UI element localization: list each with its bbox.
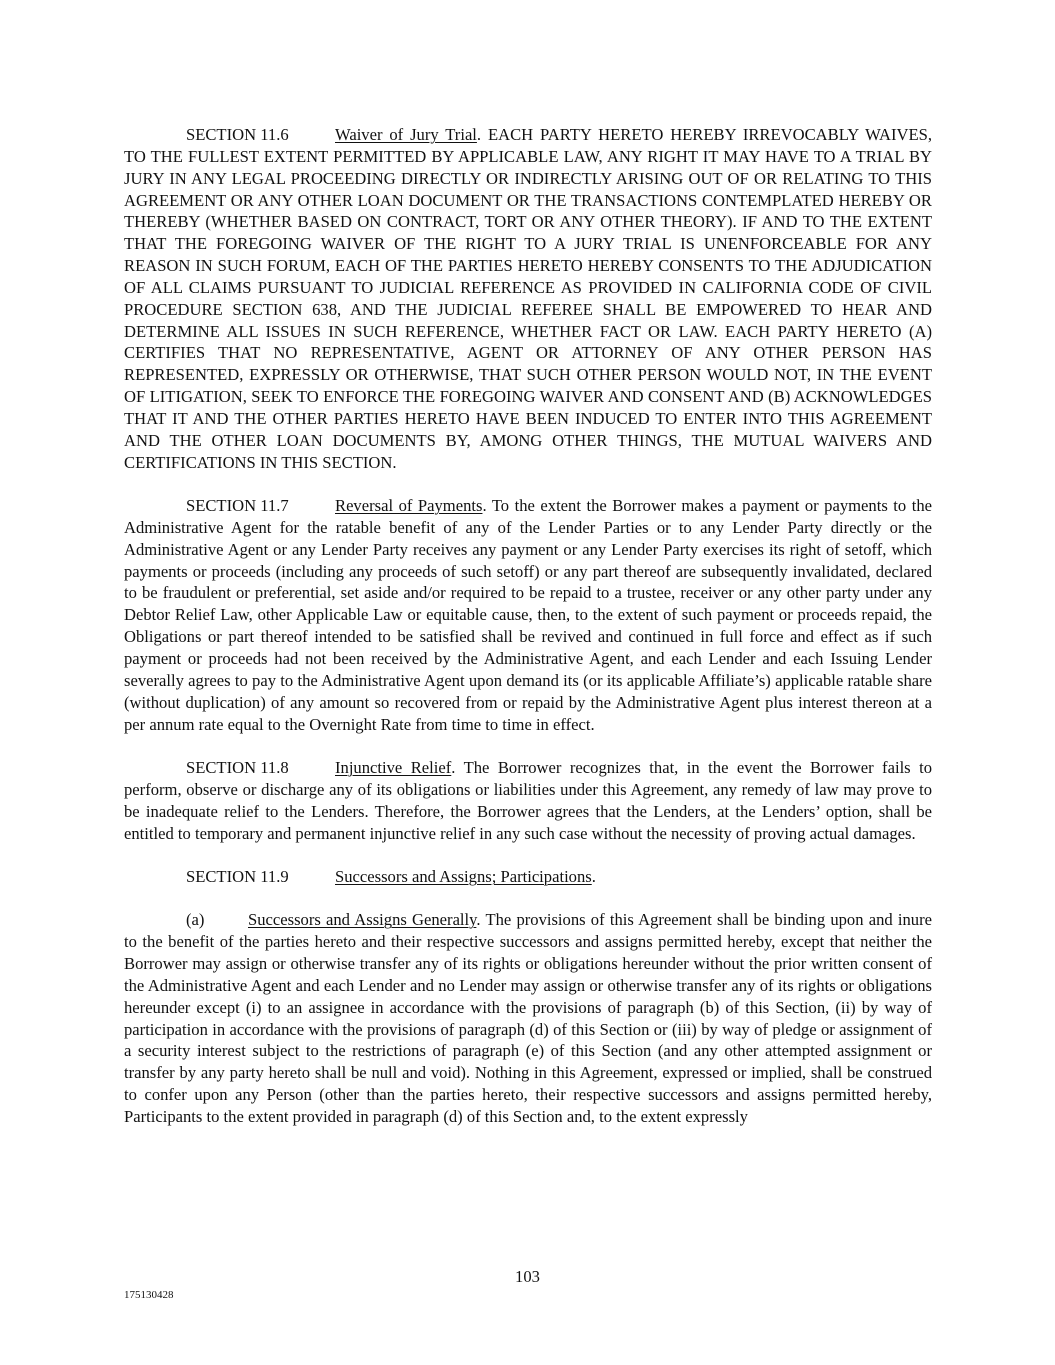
section-11-8-title: Injunctive Relief <box>335 757 452 777</box>
section-11-9-number: SECTION 11.9 <box>186 866 289 886</box>
section-11-8-number: SECTION 11.8 <box>186 757 289 777</box>
section-11-7-title: Reversal of Payments <box>335 496 483 516</box>
section-11-6-text: . EACH PARTY HERETO HEREBY IRREVOCABLY WAIVES, TO THE FULLEST EXTENT PERMITTED BY APPLICABLE LAW, ANY RIGHT IT MAY HAVE TO A TRIAL BY JURY IN ANY LEGAL PROCEEDING DIRECTLY OR INDIRECTLY ARISING OUT OF OR RELATING TO THIS AGREEMENT OR ANY OTHER LOAN DOCUMENT OR THE TRANSACTIONS CONTEMPLATED HEREBY OR THEREBY (WHETHER BASED ON CONTRACT, TORT OR ANY OTHER THEORY). IF AND TO THE EXTENT THAT THE FOREGOING WAIVER OF THE RIGHT TO A JURY TRIAL IS UNENFORCEABLE FOR ANY REASON IN SUCH FORUM, EACH OF THE PARTIES HERETO HEREBY CONSENTS TO THE ADJUDICATION OF ALL CLAIMS PURSUANT TO JUDICIAL REFERENCE AS PROVIDED IN CALIFORNIA CODE OF CIVIL PROCEDURE SECTION 638, AND THE JUDICIAL REFEREE SHALL BE EMPOWERED TO HEAR AND DETERMINE ALL ISSUES IN SUCH REFERENCE, WHETHER FACT OR LAW. EACH PARTY HERETO (A) CERTIFIES THAT NO REPRESENTATIVE, AGENT OR ATTORNEY OF ANY OTHER PERSON HAS REPRESENTED, EXPRESSLY OR OTHERWISE, THAT SUCH OTHER PERSON WOULD NOT, IN THE EVENT OF LITIGATION, SEEK TO ENFORCE THE FOREGOING WAIVER AND CONSENT AND (B) ACKNOWLEDGES THAT IT AND THE OTHER PARTIES HERETO HAVE BEEN INDUCED TO ENTER INTO THIS AGREEMENT AND THE OTHER LOAN DOCUMENTS BY, AMONG OTHER THINGS, THE MUTUAL WAIVERS AND CERTIFICATIONS IN THIS SECTION. <box>124 125 932 472</box>
section-11-6-paragraph <box>124 124 932 474</box>
section-11-7-paragraph <box>124 495 932 735</box>
section-11-9-text: . <box>591 866 596 886</box>
section-11-9a-paragraph <box>124 909 932 1127</box>
section-11-6-number: SECTION 11.6 <box>186 125 289 144</box>
section-11-8-paragraph <box>124 757 932 844</box>
section-11-9-heading <box>124 866 932 888</box>
section-11-8-text: . The Borrower recognizes that, in the event the Borrower fails to perform, observe or discharge any of its obligations or liabilities under this Agreement, any remedy of law may prove to be inadequate relief to the Lenders. Therefore, the Borrower agrees that the Lenders, at the Lenders’ option, shall be entitled to temporary and permanent injunctive relief in any such case without the necessity of proving actual damages. <box>124 757 932 843</box>
section-11-7-number: SECTION 11.7 <box>186 496 289 516</box>
section-11-9a-number: (a) <box>186 910 205 930</box>
section-11-6-title: Waiver of Jury Trial <box>335 125 477 144</box>
section-11-9a-title: Successors and Assigns Generally <box>248 910 477 930</box>
page-number: 103 <box>515 1267 540 1286</box>
document-id: 175130428 <box>124 1289 174 1301</box>
section-11-7-text: . To the extent the Borrower makes a payment or payments to the Administrative Agent for the ratable benefit of any of the Lender Parties or to any Lender Party directly or the Administrative Agent or any Lender Party receives any payment or any Lender Party exercises its right of setoff, which payments or proceeds (including any proceeds of such setoff) or any part thereof are subsequently invalidated, declared to be fraudulent or preferential, set aside and/or required to be repaid to a trustee, receiver or any other party under any Debtor Relief Law, other Applicable Law or equitable cause, then, to the extent of such payment or proceeds repaid, the Obligations or part thereof intended to be satisfied shall be revived and continued in full force and effect as if such payment or proceeds had not been received by the Administrative Agent, and each Lender and each Issuing Lender severally agrees to pay to the Administrative Agent upon demand its (or its applicable Affiliate’s) applicable ratable share (without duplication) of any amount so recovered from or repaid by the Administrative Agent plus interest thereon at a per annum rate equal to the Overnight Rate from time to time in effect. <box>124 496 932 734</box>
section-11-9-title: Successors and Assigns; Participations <box>335 866 592 886</box>
section-11-9a-text: . The provisions of this Agreement shall be binding upon and inure to the benefit of the parties hereto and their respective successors and assigns permitted hereby, except that neither the Borrower may assign or otherwise transfer any of its rights or obligations hereunder without the prior written consent of the Administrative Agent and each Lender and no Lender may assign or otherwise transfer any of its rights or obligations hereunder except (i) to an assignee in accordance with the provisions of paragraph (b) of this Section, (ii) by way of participation in accordance with the provisions of paragraph (d) of this Section or (iii) by way of pledge or assignment of a security interest subject to the restrictions of paragraph (e) of this Section (and any other attempted assignment or transfer by any party hereto shall be null and void). Nothing in this Agreement, expressed or implied, shall be construed to confer upon any Person (other than the parties hereto, their respective successors and assigns permitted hereby, Participants to the extent provided in paragraph (d) of this Section and, to the extent expressly <box>124 910 932 1126</box>
document-body <box>124 124 932 1149</box>
